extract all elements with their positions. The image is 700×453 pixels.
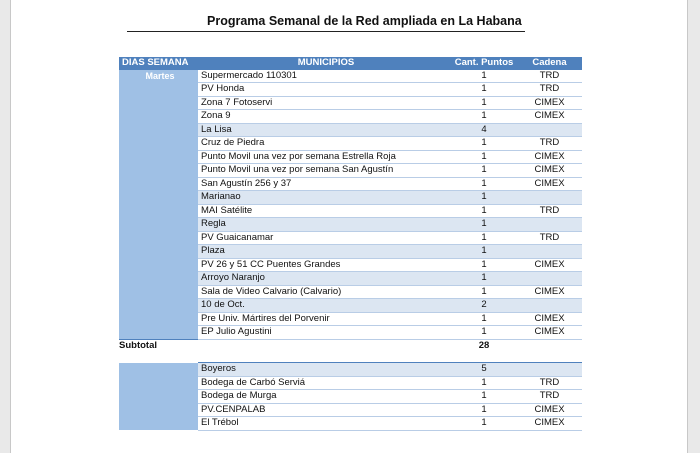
puntos-cell: 1 [451, 326, 514, 340]
subtotal-spacer [198, 339, 451, 352]
puntos-cell: 1 [451, 137, 514, 151]
cadena-cell [514, 123, 582, 137]
section-martes [119, 70, 582, 363]
municipio-cell: PV 26 y 51 CC Puentes Grandes [198, 258, 451, 272]
cadena-cell: CIMEX [514, 177, 582, 191]
header-day: DIAS SEMANA [119, 57, 198, 70]
municipio-cell: PV.CENPALAB [198, 403, 451, 417]
cadena-cell: CIMEX [514, 285, 582, 299]
municipio-cell: Pre Univ. Mártires del Porvenir [198, 312, 451, 326]
puntos-cell: 1 [451, 390, 514, 404]
subtotal-value: 28 [451, 339, 514, 352]
municipio-cell: Boyeros [198, 363, 451, 377]
cadena-cell: CIMEX [514, 403, 582, 417]
municipio-cell: Zona 7 Fotoservi [198, 96, 451, 110]
cadena-cell: TRD [514, 204, 582, 218]
cadena-cell [514, 299, 582, 313]
puntos-cell: 1 [451, 150, 514, 164]
day-cell: Martes [119, 70, 198, 340]
puntos-cell: 1 [451, 285, 514, 299]
puntos-cell: 1 [451, 258, 514, 272]
cadena-cell: CIMEX [514, 258, 582, 272]
cadena-cell: CIMEX [514, 96, 582, 110]
puntos-cell: 1 [451, 70, 514, 83]
document-page [10, 0, 688, 453]
cadena-cell: TRD [514, 390, 582, 404]
cadena-cell: TRD [514, 231, 582, 245]
puntos-cell: 1 [451, 312, 514, 326]
section-gap-cell [119, 352, 582, 363]
municipio-cell: Arroyo Naranjo [198, 272, 451, 286]
subtotal-spacer [514, 339, 582, 352]
header-municipio: MUNICIPIOS [198, 57, 451, 70]
municipio-cell: Regla [198, 218, 451, 232]
cadena-cell: TRD [514, 137, 582, 151]
puntos-cell: 1 [451, 177, 514, 191]
cadena-cell: CIMEX [514, 164, 582, 178]
municipio-cell: 10 de Oct. [198, 299, 451, 313]
table-header-row [119, 57, 582, 70]
subtotal-label: Subtotal [119, 339, 198, 352]
municipio-cell: Sala de Video Calvario (Calvario) [198, 285, 451, 299]
puntos-cell: 5 [451, 363, 514, 377]
cadena-cell [514, 191, 582, 205]
puntos-cell: 1 [451, 191, 514, 205]
puntos-cell: 1 [451, 417, 514, 431]
municipio-cell: EP Julio Agustini [198, 326, 451, 340]
puntos-cell: 1 [451, 110, 514, 124]
cadena-cell [514, 218, 582, 232]
cadena-cell [514, 363, 582, 377]
puntos-cell: 1 [451, 204, 514, 218]
day-cell-empty [119, 363, 198, 431]
municipio-cell: Bodega de Murga [198, 390, 451, 404]
table-row [119, 70, 582, 83]
header-cadena: Cadena [514, 57, 582, 70]
municipio-cell: MAI Satélite [198, 204, 451, 218]
puntos-cell: 4 [451, 123, 514, 137]
municipio-cell: Punto Movil una vez por semana San Agustín [198, 164, 451, 178]
municipio-cell: El Trébol [198, 417, 451, 431]
puntos-cell: 1 [451, 245, 514, 259]
section-2 [119, 363, 582, 431]
cadena-cell: CIMEX [514, 312, 582, 326]
title-underline [127, 31, 525, 32]
cadena-cell: CIMEX [514, 326, 582, 340]
schedule-table [119, 57, 582, 431]
cadena-cell: TRD [514, 376, 582, 390]
municipio-cell: Plaza [198, 245, 451, 259]
puntos-cell: 1 [451, 231, 514, 245]
puntos-cell: 1 [451, 218, 514, 232]
puntos-cell: 1 [451, 272, 514, 286]
puntos-cell: 1 [451, 96, 514, 110]
puntos-cell: 1 [451, 376, 514, 390]
puntos-cell: 1 [451, 83, 514, 97]
cadena-cell [514, 272, 582, 286]
cadena-cell: CIMEX [514, 150, 582, 164]
municipio-cell: Zona 9 [198, 110, 451, 124]
cadena-cell [514, 245, 582, 259]
subtotal-row [119, 339, 582, 352]
municipio-cell: PV Honda [198, 83, 451, 97]
municipio-cell: PV Guaicanamar [198, 231, 451, 245]
cadena-cell: CIMEX [514, 417, 582, 431]
table-row [119, 363, 582, 377]
municipio-cell: Marianao [198, 191, 451, 205]
municipio-cell: Punto Movil una vez por semana Estrella Roja [198, 150, 451, 164]
municipio-cell: San Agustín 256 y 37 [198, 177, 451, 191]
municipio-cell: Supermercado 110301 [198, 70, 451, 83]
municipio-cell: Bodega de Carbó Serviá [198, 376, 451, 390]
document-title: Programa Semanal de la Red ampliada en La Habana [207, 14, 522, 28]
section-gap [119, 352, 582, 363]
cadena-cell: CIMEX [514, 110, 582, 124]
puntos-cell: 1 [451, 164, 514, 178]
header-puntos: Cant. Puntos [451, 57, 514, 70]
puntos-cell: 1 [451, 403, 514, 417]
puntos-cell: 2 [451, 299, 514, 313]
municipio-cell: Cruz de Piedra [198, 137, 451, 151]
municipio-cell: La Lisa [198, 123, 451, 137]
cadena-cell: TRD [514, 70, 582, 83]
cadena-cell: TRD [514, 83, 582, 97]
